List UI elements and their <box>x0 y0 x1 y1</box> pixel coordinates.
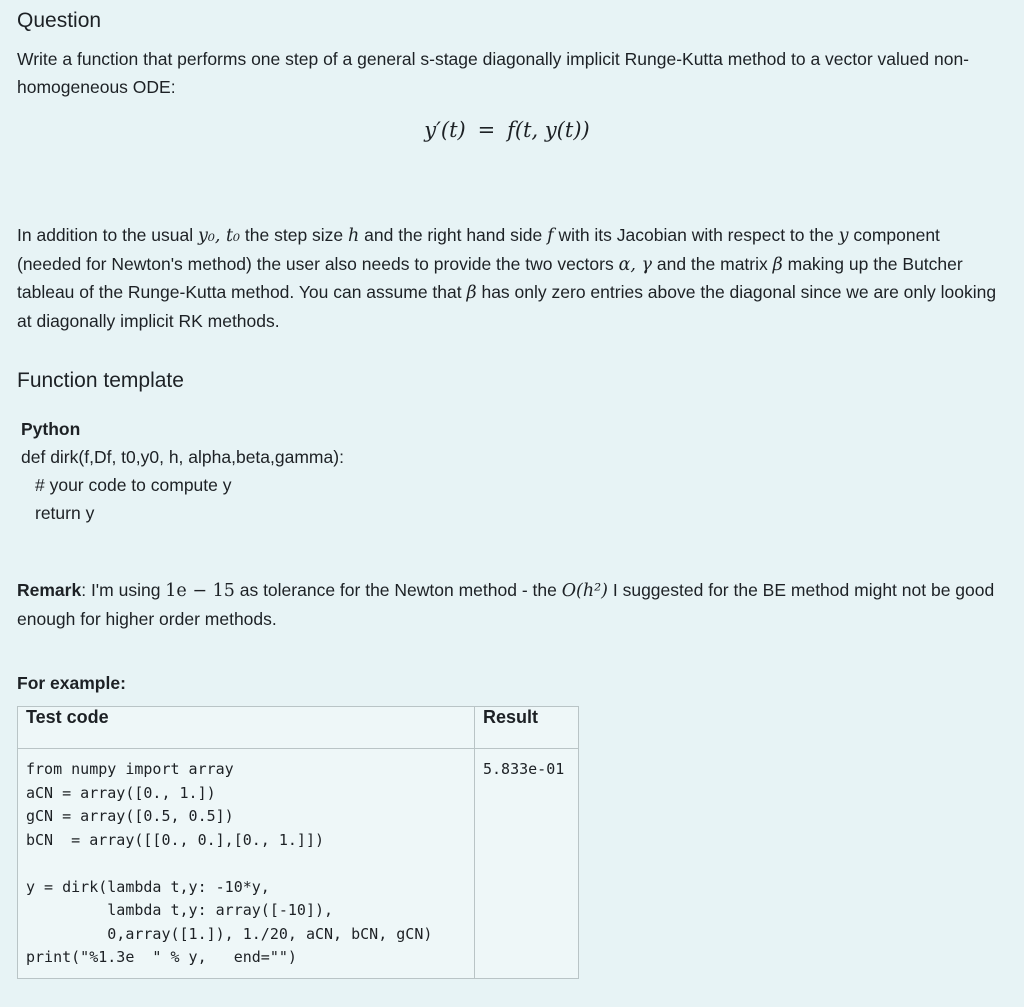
desc-math-f: f <box>547 226 554 246</box>
equation-equals: = <box>477 118 496 142</box>
desc-text-6: and the matrix <box>652 253 773 274</box>
equation-rhs: f(t, y(t)) <box>507 118 590 142</box>
result-header: Result <box>475 707 579 749</box>
test-code-header: Test code <box>18 707 475 749</box>
table-row <box>18 749 579 979</box>
template-line: def dirk(f,Df, t0,y0, h, alpha,beta,gamma): <box>21 447 344 467</box>
test-code-cell: from numpy import array aCN = array([0., 1.]) gCN = array([0.5, 0.5]) bCN = array([[0., 0.],[0., 1.]]) y = dirk(lambda t,y: -10*y, lambda t,y: array([-10]), 0,array([1.]), 1./20, aCN, bCN, gCN) print("%1.3e " % y, end="") <box>18 749 475 979</box>
remark-math-tolerance: 1e − 15 <box>165 581 235 601</box>
desc-text-1: In addition to the usual <box>17 225 198 245</box>
result-cell: 5.833e-01 <box>475 749 579 979</box>
desc-math-beta-2: β <box>466 283 477 303</box>
remark-label: Remark <box>17 580 82 600</box>
question-intro: Write a function that performs one step of a general s-stage diagonally implicit Runge-Kutta method to a vector valued non-homogeneous ODE: <box>17 49 970 97</box>
remark-paragraph <box>17 577 1002 633</box>
remark-text-1: : I'm using <box>81 580 166 600</box>
function-template <box>21 415 344 527</box>
template-heading: Function template <box>17 369 184 392</box>
desc-text-4: with its Jacobian with respect to the <box>553 225 839 245</box>
equation-lhs: y′(t) <box>424 118 466 142</box>
desc-text-8: has only zero entries above the diagonal since we are only looking at diagonally implicit RK methods. <box>17 282 997 331</box>
template-line: # your code to compute y <box>35 475 232 495</box>
ode-equation <box>0 118 1024 143</box>
remark-text-3: I suggested for the BE method might not be good enough for higher order methods. <box>17 580 995 629</box>
desc-text-5: component (needed for Newton's method) the user also needs to provide the two vectors <box>17 225 940 274</box>
desc-text-7: making up the Butcher tableau of the Runge-Kutta method. You can assume that <box>17 253 963 302</box>
desc-math-y0-t0: y₀, t₀ <box>197 226 241 246</box>
desc-math-beta: β <box>772 254 783 275</box>
desc-math-h: h <box>348 226 360 246</box>
desc-math-alpha-gamma: α, γ <box>618 254 652 275</box>
desc-text-3: and the right hand side <box>359 225 548 245</box>
desc-math-y: y <box>838 226 849 246</box>
table-header-row <box>18 707 579 749</box>
template-line: return y <box>35 503 95 523</box>
question-heading: Question <box>17 9 102 32</box>
template-language: Python <box>21 419 81 439</box>
example-label: For example: <box>17 673 126 693</box>
remark-math-order: O(h²) <box>561 581 608 601</box>
description-paragraph <box>17 222 1007 335</box>
desc-text-2: the step size <box>240 225 349 245</box>
example-table <box>17 706 579 979</box>
remark-text-2: as tolerance for the Newton method - the <box>234 580 562 600</box>
